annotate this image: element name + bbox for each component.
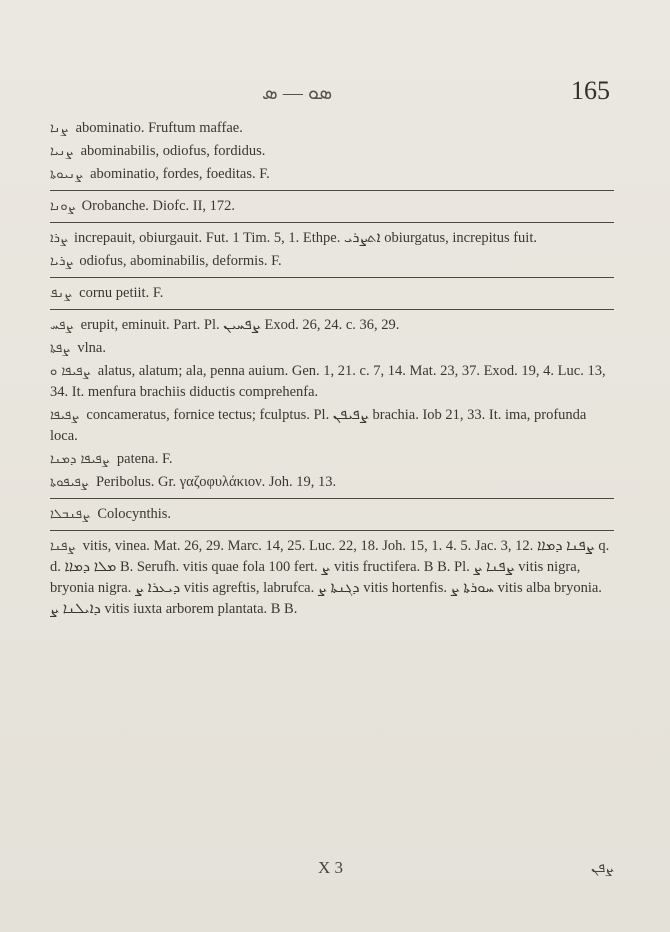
- syriac-lemma: ܨܢܐ: [50, 121, 69, 136]
- dictionary-entry: [50, 164, 614, 185]
- dictionary-entry: [50, 118, 614, 139]
- entry-definition: concameratus, fornice tectus; fculptus. Pl. ܨܦܝܦܢ brachia. Iob 21, 33. It. ima, profunda loca.: [50, 407, 587, 444]
- syriac-lemma: ܨܦܝܦܐ ܘ: [50, 364, 91, 379]
- section-rule: [50, 222, 614, 223]
- dictionary-entry: [50, 141, 614, 162]
- dictionary-entry: [50, 196, 614, 217]
- syriac-lemma: ܨܦܚ: [50, 318, 74, 333]
- dictionary-entry: [50, 361, 614, 403]
- dictionary-entry: [50, 251, 614, 272]
- syriac-lemma: ܨܢܝܘܬܐ: [50, 167, 84, 182]
- page-number: 165: [571, 76, 610, 105]
- dictionary-entry: [50, 405, 614, 447]
- dictionary-entry: [50, 536, 614, 620]
- entry-definition: abominabilis, odiofus, fordidus.: [80, 143, 266, 159]
- dictionary-entry: [50, 449, 614, 470]
- syriac-lemma: ܨܪܝܐ: [50, 254, 73, 269]
- catchword: ܨܦܢ: [591, 860, 614, 876]
- syriac-lemma: ܨܦܝܦܐ ܕܡܢܐ: [50, 452, 110, 467]
- entry-definition: odiofus, abominabilis, deformis. F.: [79, 253, 282, 269]
- dictionary-entry: [50, 228, 614, 249]
- syriac-lemma: ܨܦܢܐ: [50, 539, 76, 554]
- syriac-lemma: ܨܦܬܐ: [50, 341, 71, 356]
- dictionary-entry: [50, 315, 614, 336]
- signature-mark: X 3: [318, 858, 344, 877]
- page-header: [0, 68, 670, 108]
- syriac-lemma: ܨܦܢܒܠܐ: [50, 507, 91, 522]
- syriac-lemma: ܨܢܝܐ: [50, 144, 74, 159]
- entry-definition: patena. F.: [116, 451, 173, 467]
- entry-definition: Colocynthis.: [97, 506, 172, 522]
- entry-definition: abominatio. Fruftum maffae.: [75, 120, 243, 136]
- entry-definition: alatus, alatum; ala, penna auium. Gen. 1, 21. c. 7, 14. Mat. 23, 37. Exod. 19, 4. Luc. 13, 34. It. menfura brachiis diductis comprehenfa.: [50, 363, 606, 400]
- entry-definition: Peribolus. Gr. γαζοφυλάκιον. Joh. 19, 13.: [95, 474, 337, 490]
- syriac-lemma: ܨܦܝܦܐ: [50, 408, 80, 423]
- entry-definition: vlna.: [77, 340, 106, 356]
- entry-list: [50, 118, 614, 622]
- dictionary-entry: [50, 504, 614, 525]
- entry-definition: cornu petiit. F.: [79, 285, 164, 301]
- entry-definition: erupit, eminuit. Part. Pl. ܨܦܚܝܢ Exod. 26, 24. c. 36, 29.: [80, 317, 400, 333]
- syriac-lemma: ܨܢܦ: [50, 286, 73, 301]
- dictionary-entry: [50, 338, 614, 359]
- syriac-lemma: ܨܘܢܐ: [50, 199, 75, 214]
- entry-definition: abominatio, fordes, foeditas. F.: [90, 166, 270, 182]
- section-rule: [50, 190, 614, 191]
- dictionary-entry: [50, 472, 614, 493]
- entry-definition: Orobanche. Diofc. II, 172.: [81, 198, 236, 214]
- syriac-lemma: ܨܦܝܦܘܬܐ: [50, 475, 89, 490]
- running-title: ܣܘ — ܣ: [262, 82, 333, 104]
- entry-definition: vitis, vinea. Mat. 26, 29. Marc. 14, 25. Luc. 22, 18. Joh. 15, 1. 4. 5. Jac. 3, 12. ܨܦܢܐ ܕܡܐܐ q. d. ܡܠܐ ܕܡܐܐ B. Serufh. vitis quae fola 100 fert. ܨ vitis fructifera. B B. Pl. ܨܦܢܐ ܨ vitis nigra, bryonia nigra. ܕܝܥܪܐ ܨ vitis agreftis, labrufca. ܕܓܢܬܐ ܨ vitis hortenfis. ܚܘܪܬܐ ܨ vitis alba bryonia. ܕܐܝܠܢܐ ܨ vitis iuxta arborem plantata. B B.: [50, 538, 610, 617]
- section-rule: [50, 277, 614, 278]
- syriac-lemma: ܨܪܐ: [50, 231, 67, 246]
- section-rule: [50, 498, 614, 499]
- section-rule: [50, 530, 614, 531]
- page-footer: [0, 858, 670, 888]
- section-rule: [50, 309, 614, 310]
- dictionary-entry: [50, 283, 614, 304]
- entry-definition: increpauit, obiurgauit. Fut. 1 Tim. 5, 1. Ethpe. ܐܬܨܪܝ obiurgatus, increpitus fuit.: [73, 230, 537, 246]
